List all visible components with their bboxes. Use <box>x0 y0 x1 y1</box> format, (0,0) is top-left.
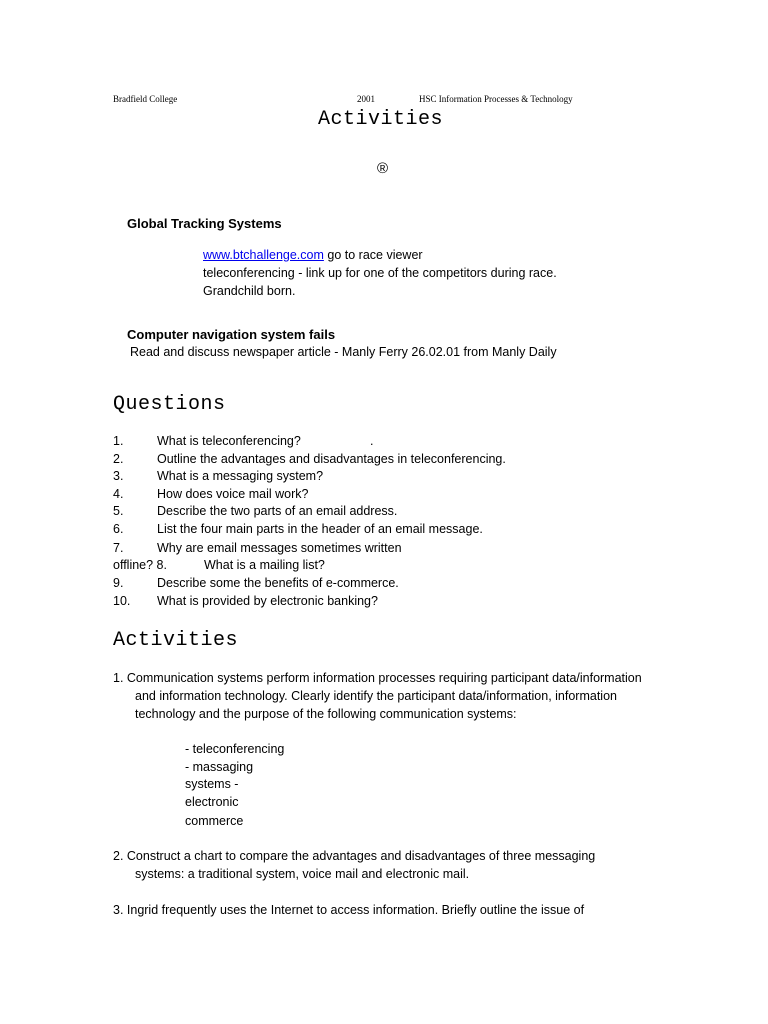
question-number: 9. <box>113 576 124 590</box>
question-6 <box>113 522 483 536</box>
question-number: 4. <box>113 487 124 501</box>
global-tracking-line-1 <box>203 248 423 262</box>
question-10 <box>113 594 378 608</box>
question-5 <box>113 504 397 518</box>
activities-heading: Activities <box>113 629 239 652</box>
activity-1-list-item: systems - <box>185 777 239 791</box>
question-number: 10. <box>113 594 131 608</box>
race-viewer-text: go to race viewer <box>323 248 423 262</box>
question-text: Describe the two parts of an email address. <box>157 504 398 518</box>
question-3 <box>113 469 323 483</box>
navigation-text: Read and discuss newspaper article - Manly Ferry 26.02.01 from Manly Daily <box>130 345 557 359</box>
navigation-heading: Computer navigation system fails <box>127 327 336 342</box>
activity-3-line-1: 3. Ingrid frequently uses the Internet to access information. Briefly outline the issue of <box>113 903 585 917</box>
question-number: 6. <box>113 522 124 536</box>
activity-1-line-2: and information technology. Clearly identify the participant data/information, information <box>135 689 617 703</box>
question-number: 5. <box>113 504 124 518</box>
activity-2-line-1: 2. Construct a chart to compare the advantages and disadvantages of three messaging <box>113 849 596 863</box>
header-year: 2001 <box>357 94 375 104</box>
global-tracking-heading: Global Tracking Systems <box>127 216 282 231</box>
question-text: How does voice mail work? <box>157 487 309 501</box>
global-tracking-line-3: Grandchild born. <box>203 284 296 298</box>
question-number: 1. <box>113 434 124 448</box>
registered-symbol: ® <box>377 160 389 177</box>
question-text: What is teleconferencing? <box>157 434 301 448</box>
activity-2-line-2: systems: a traditional system, voice mail and electronic mail. <box>135 867 470 881</box>
question-number: 7. <box>113 541 124 555</box>
question-number: 2. <box>113 452 124 466</box>
question-7-wrap: offline? 8. <box>113 558 167 572</box>
question-number: 3. <box>113 469 124 483</box>
question-text: What is provided by electronic banking? <box>157 594 378 608</box>
activity-1-list-item: electronic <box>185 795 239 809</box>
stray-dot: . <box>370 434 374 448</box>
question-text: List the four main parts in the header of an email message. <box>157 522 483 536</box>
question-7 <box>113 541 402 555</box>
question-2 <box>113 452 506 466</box>
activity-1-line-3: technology and the purpose of the following communication systems: <box>135 707 517 721</box>
question-text: Outline the advantages and disadvantages in teleconferencing. <box>157 452 506 466</box>
questions-heading: Questions <box>113 393 226 416</box>
global-tracking-line-2: teleconferencing - link up for one of the competitors during race. <box>203 266 557 280</box>
question-text: Why are email messages sometimes written <box>157 541 402 555</box>
question-1 <box>113 434 301 448</box>
activity-1-line-1: 1. Communication systems perform information processes requiring participant data/information <box>113 671 642 685</box>
header-course: HSC Information Processes & Technology <box>419 94 573 104</box>
header-school: Bradfield College <box>113 94 178 104</box>
question-text: What is a messaging system? <box>157 469 324 483</box>
activity-1-list-item: commerce <box>185 814 244 828</box>
btchallenge-link[interactable]: www.btchallenge.com <box>203 248 324 262</box>
question-9 <box>113 576 399 590</box>
question-4 <box>113 487 308 501</box>
page-title: Activities <box>318 108 444 131</box>
question-text: Describe some the benefits of e-commerce. <box>157 576 399 590</box>
activity-1-list-item: - massaging <box>185 760 254 774</box>
question-8: What is a mailing list? <box>204 558 325 572</box>
activity-1-list-item: - teleconferencing <box>185 742 285 756</box>
